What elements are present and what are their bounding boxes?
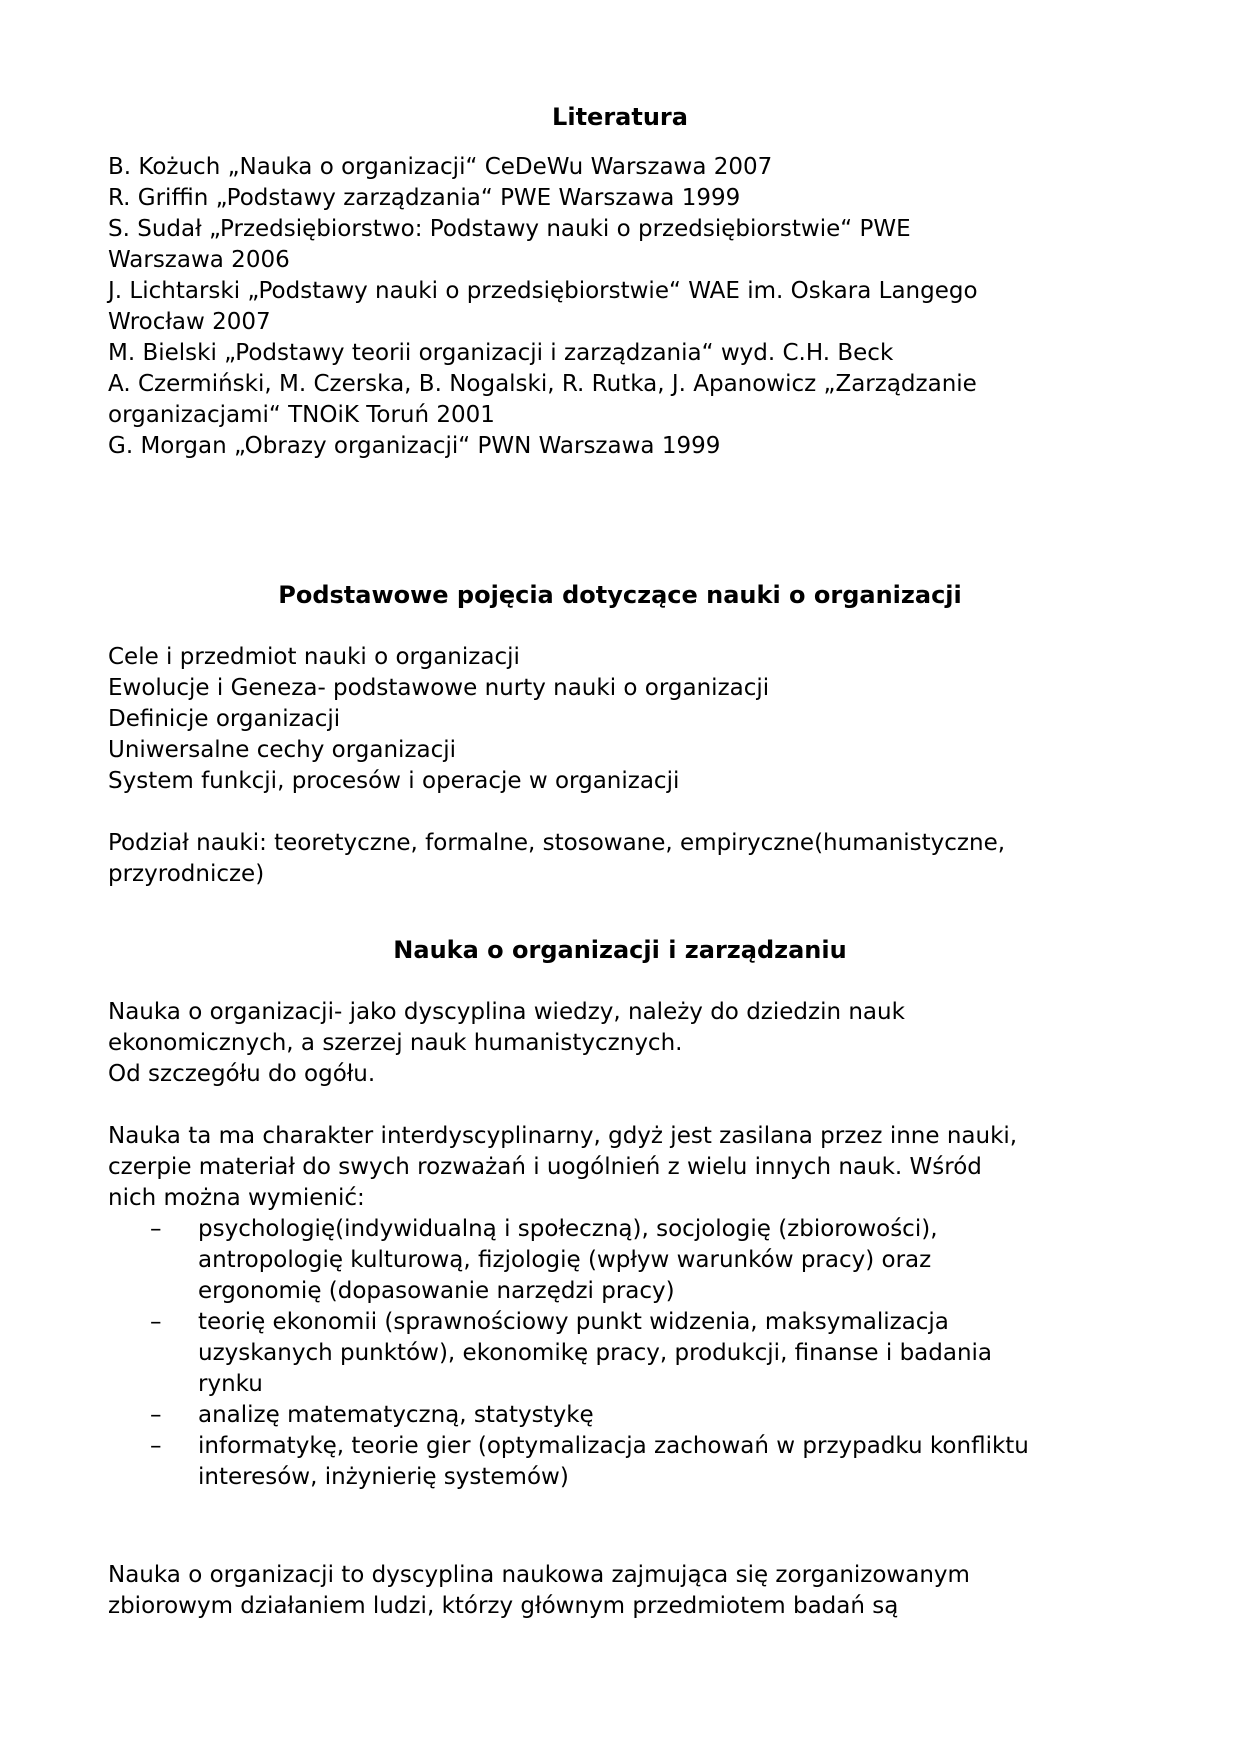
list-item-text: teorię ekonomii (sprawnościowy punkt widzenia, maksymalizacja uzyskanych punktów), ekonomikę pracy, produkcji, finanse i badania rynku xyxy=(198,1309,993,1397)
list-item-text: psychologię(indywidualną i społeczną), socjologię (zbiorowości), antropologię kulturową, fizjologię (wpływ warunków pracy) oraz ergonomię (dopasowanie narzędzi pracy) xyxy=(198,1216,938,1304)
paragraph-definition: Nauka o organizacji to dyscyplina naukowa zajmująca się zorganizowanym zbiorowym działaniem ludzi, którzy głównym przedmiotem badań są xyxy=(108,1562,970,1619)
dash-bullet-icon: – xyxy=(150,1433,162,1459)
bibliography-list: B. Kożuch „Nauka o organizacji“ CeDeWu Warszawa 2007 R. Griffin „Podstawy zarządzania“ PWE Warszawa 1999 S. Sudał „Przedsiębiorstwo: Podstawy nauki o przedsiębiorstwie“ PWE Warszawa 2006 J. Lichtarski „Podstawy nauki o przedsiębiorstwie“ WAE im. Oskara Langego Wrocław 2007 M. Bielski „Podstawy teorii organizacji i zarządzania“ wyd. C.H. Beck A. Czermiński, M. Czerska, B. Nogalski, R. Rutka, J. Apanowicz „Zarządzanie organizacjami“ TNOiK Toruń 2001 G. Morgan „Obrazy organizacji“ PWN Warszawa 1999 xyxy=(108,154,978,459)
dash-bullet-icon: – xyxy=(150,1309,162,1335)
list-item-text: analizę matematyczną, statystykę xyxy=(198,1402,594,1428)
list-item-text: informatykę, teorie gier (optymalizacja zachowań w przypadku konfliktu interesów, inżynierię systemów) xyxy=(198,1433,1029,1490)
paragraph-interdisciplinary: Nauka ta ma charakter interdyscyplinarny, gdyż jest zasilana przez inne nauki, czerpie materiał do swych rozważań i uogólnień z wielu innych nauk. Wśród nich można wymienić: xyxy=(108,1123,1018,1211)
topics-list: Cele i przedmiot nauki o organizacji Ewolucje i Geneza- podstawowe nurty nauki o organizacji Definicje organizacji Uniwersalne cechy organizacji System funkcji, procesów i operacje w organizacji xyxy=(108,644,770,794)
document-title: Literatura xyxy=(552,103,688,131)
list-item xyxy=(108,1400,1132,1431)
paragraph-discipline: Nauka o organizacji- jako dyscyplina wiedzy, należy do dziedzin nauk ekonomicznych, a szerzej nauk humanistycznych. Od szczegółu do ogółu. xyxy=(108,999,905,1087)
science-division-paragraph: Podział nauki: teoretyczne, formalne, stosowane, empiryczne(humanistyczne, przyrodnicze) xyxy=(108,830,1006,887)
dash-bullet-icon: – xyxy=(150,1216,162,1242)
related-sciences-list xyxy=(108,1214,1132,1493)
section-heading-organization-science: Nauka o organizacji i zarządzaniu xyxy=(393,936,847,964)
list-item xyxy=(108,1431,1132,1493)
dash-bullet-icon: – xyxy=(150,1402,162,1428)
list-item xyxy=(108,1214,1132,1307)
list-item xyxy=(108,1307,1132,1400)
section-heading-basic-concepts: Podstawowe pojęcia dotyczące nauki o organizacji xyxy=(278,581,962,609)
